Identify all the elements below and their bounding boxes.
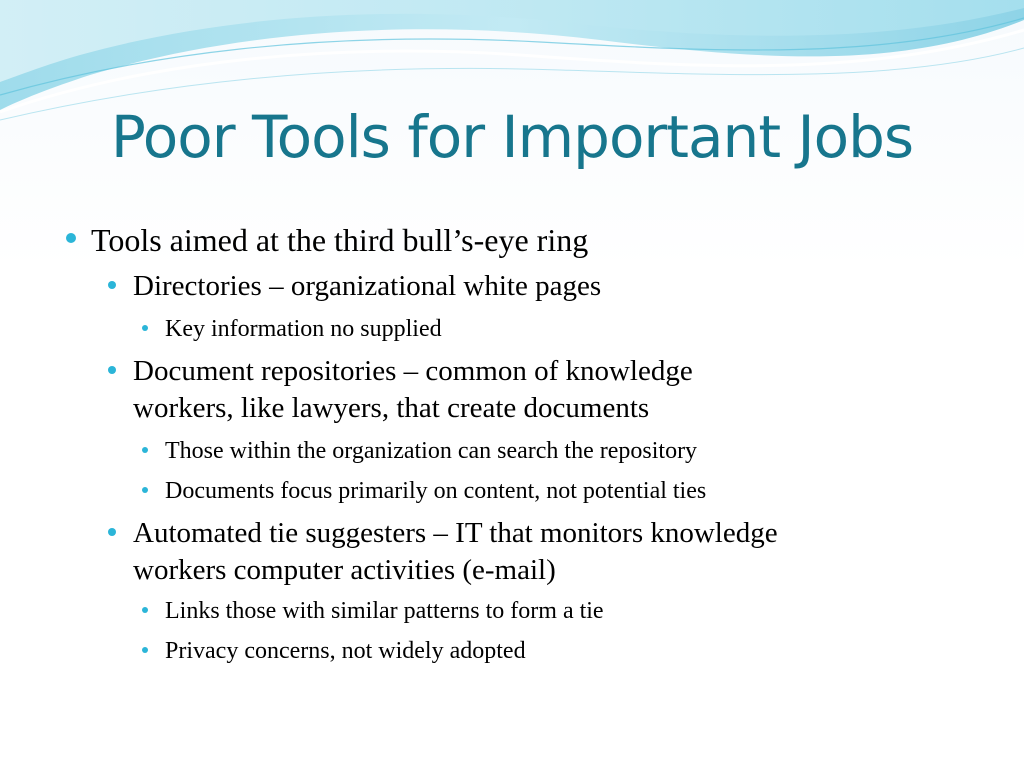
slide-title: Poor Tools for Important Jobs bbox=[110, 103, 914, 171]
bullet-icon bbox=[142, 607, 148, 613]
bullet-icon bbox=[108, 366, 116, 374]
bullet-icon bbox=[108, 528, 116, 536]
bullet-icon bbox=[108, 281, 116, 289]
bullet-item-level2: Document repositories – common of knowledge bbox=[133, 355, 693, 387]
bullet-item-level3: Links those with similar patterns to form a tie bbox=[165, 598, 604, 624]
bullet-item-level3: Key information no supplied bbox=[165, 316, 442, 342]
bullet-icon bbox=[142, 325, 148, 331]
bullet-icon bbox=[142, 647, 148, 653]
bullet-icon bbox=[142, 447, 148, 453]
bullet-item-level2: Automated tie suggesters – IT that monitors knowledge bbox=[133, 517, 778, 549]
bullet-icon bbox=[142, 487, 148, 493]
bullet-item-level3: Privacy concerns, not widely adopted bbox=[165, 638, 526, 664]
bullet-item-level3: Documents focus primarily on content, not potential ties bbox=[165, 478, 707, 504]
bullet-item-level1: Tools aimed at the third bull’s-eye ring bbox=[91, 222, 589, 258]
bullet-item-level2-continuation: workers computer activities (e-mail) bbox=[133, 554, 556, 586]
bullet-item-level3: Those within the organization can search the repository bbox=[165, 438, 698, 464]
bullet-item-level2: Directories – organizational white pages bbox=[133, 270, 602, 302]
bullet-icon bbox=[66, 233, 76, 243]
bullet-item-level2-continuation: workers, like lawyers, that create documents bbox=[133, 392, 650, 424]
